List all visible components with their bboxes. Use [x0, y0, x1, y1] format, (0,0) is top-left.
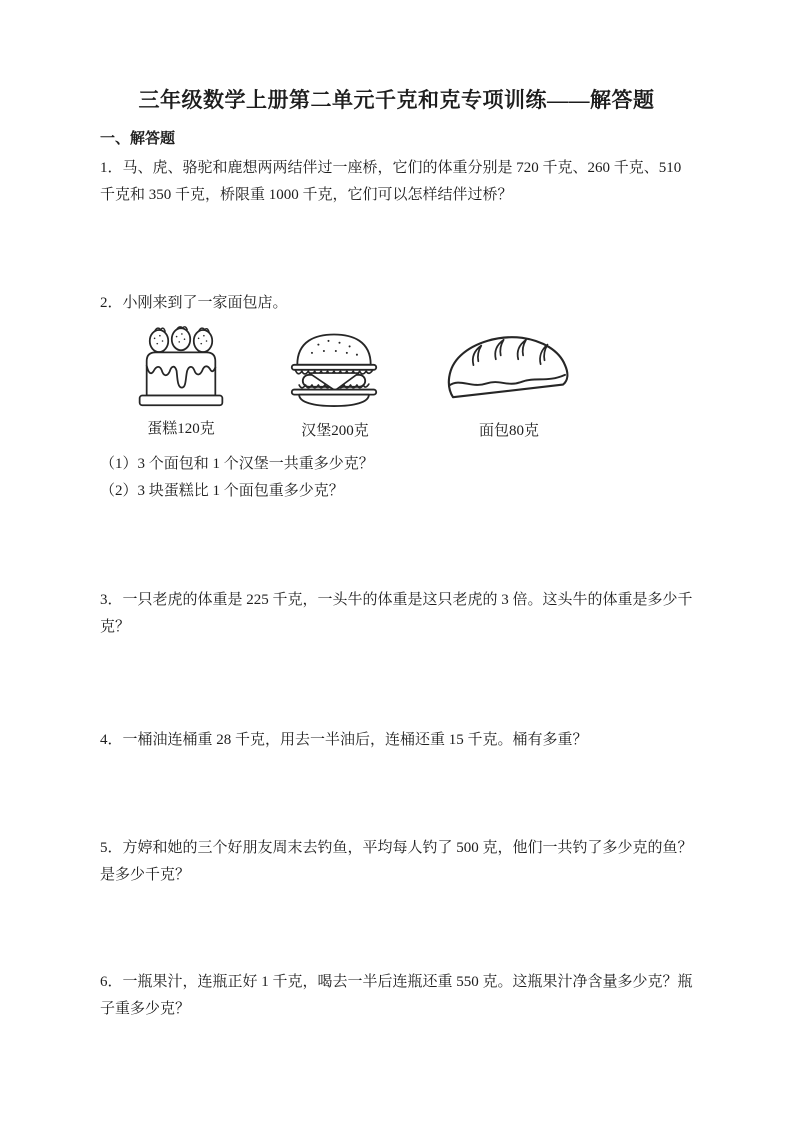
- cake-icon: [137, 326, 225, 407]
- question-2-sub-2: （2）3 块蛋糕比 1 个面包重多少克？: [100, 483, 344, 499]
- strawberry-right: [194, 328, 212, 352]
- question-4-text: 4．一桶油连桶重 28 千克，用去一半油后，连桶还重 15 千克。桶有多重？: [100, 732, 588, 748]
- hamburger-figure: [286, 329, 382, 407]
- question-6-line-1: 6．一瓶果汁，连瓶正好 1 千克，喝去一半后连瓶还重 550 克。这瓶果汁净含量多少克？瓶: [100, 974, 693, 990]
- question-5-line-2: 是多少千克？: [100, 867, 191, 883]
- question-2-intro: 2．小刚来到了一家面包店。: [100, 295, 288, 311]
- question-3-line-1: 3．一只老虎的体重是 225 千克，一头牛的体重是这只老虎的 3 倍。这头牛的体重是多少千: [100, 592, 693, 608]
- cake-weight-label: 蛋糕120克: [147, 421, 215, 437]
- question-3-line-2: 克？: [100, 619, 131, 635]
- hamburger-icon: [286, 329, 382, 407]
- strawberry-middle: [172, 327, 190, 350]
- strawberry-left: [150, 328, 168, 352]
- cake-figure: [137, 326, 225, 407]
- bread-icon: [444, 332, 573, 406]
- bread-weight-label: 面包80克: [478, 423, 539, 439]
- question-2-sub-1: （1）3 个面包和 1 个汉堡一共重多少克？: [100, 456, 374, 472]
- page-title: 三年级数学上册第二单元千克和克专项训练——解答题: [138, 88, 655, 112]
- question-1-line-1: 1．马、虎、骆驼和鹿想两两结伴过一座桥，它们的体重分别是 720 千克、260 千克、510: [100, 160, 682, 176]
- question-6-line-2: 子重多少克？: [100, 1001, 191, 1017]
- section-heading: 一、解答题: [100, 131, 176, 147]
- bread-figure: [444, 332, 573, 406]
- hamburger-weight-label: 汉堡200克: [301, 423, 369, 439]
- question-1-line-2: 千克和 350 千克，桥限重 1000 千克，它们可以怎样结伴过桥？: [100, 187, 513, 203]
- question-5-line-1: 5．方婷和她的三个好朋友周末去钓鱼，平均每人钓了 500 克，他们一共钓了多少克的鱼？: [100, 840, 693, 856]
